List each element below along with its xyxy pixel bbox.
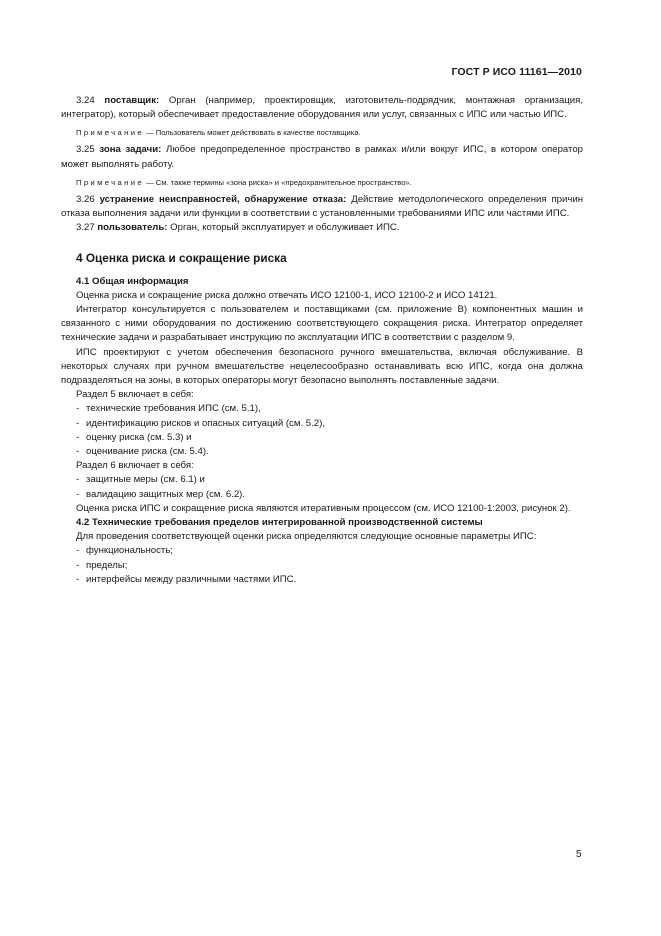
- definition-term: устранение неисправностей, обнаружение отказа:: [99, 193, 347, 205]
- page-number: 5: [576, 849, 582, 860]
- definition-3-27: [61, 221, 583, 235]
- list-intro: Раздел 6 включает в себя:: [76, 460, 194, 472]
- list-item: - защитные меры (см. 6.1) и: [76, 474, 205, 486]
- document-id: ГОСТ Р ИСО 11161—2010: [451, 66, 582, 78]
- paragraph: Оценка риска и сокращение риска должно отвечать ИСО 12100-1, ИСО 12100-2 и ИСО 14121.: [76, 289, 498, 301]
- note-text: — Пользователь может действовать в качестве поставщика.: [146, 128, 361, 138]
- subsection-heading-4-2: 4.2 Технические требования пределов интегрированной производственной системы: [76, 517, 483, 529]
- note: [61, 177, 583, 189]
- list-item: - валидацию защитных мер (см. 6.2).: [76, 488, 246, 500]
- note-text: — См. также термины «зона риска» и «предохранительное пространство».: [146, 177, 412, 187]
- note-label: Примечание: [76, 177, 144, 187]
- definition-text: Действие методологического определения причин отказа выполнения задачи или функции в соответствии с установленными требованиями ИПС или частями ИПС.: [61, 193, 583, 220]
- section-heading-4: 4 Оценка риска и сокращение риска: [76, 251, 287, 266]
- definition-term: пользователь:: [97, 222, 168, 234]
- paragraph: ИПС проектируют с учетом обеспечения безопасного ручного вмешательства, включая обслуживание. В некоторых случаях при ручном вмешательстве нецелесообразно останавливать всю ИПС, когда она должна подразделяться на зоны, в которых операторы могут безопасно выполнять поставленные задачи.: [61, 346, 583, 387]
- list-item: - пределы;: [76, 559, 128, 571]
- definition-number: 3.26: [76, 193, 95, 205]
- definition-3-25: [61, 143, 583, 171]
- definition-number: 3.27: [76, 222, 95, 234]
- page-content: [61, 94, 583, 587]
- list-item: - технические требования ИПС (см. 5.1),: [76, 403, 261, 415]
- subsection-heading-4-1: 4.1 Общая информация: [76, 275, 189, 287]
- definition-text: Любое предопределенное пространство в рамках и/или вокруг ИПС, в котором оператор может выполнять работу.: [61, 144, 583, 170]
- definition-number: 3.25: [76, 144, 95, 156]
- list-item: - оценивание риска (см. 5.4).: [76, 446, 209, 458]
- definition-term: поставщик:: [104, 95, 160, 106]
- note-label: Примечание: [76, 128, 144, 138]
- list-item: - интерфейсы между различными частями ИПС.: [76, 573, 297, 585]
- definition-number: 3.24: [76, 95, 95, 106]
- list-item: - функциональность;: [76, 545, 173, 557]
- definition-3-24: [61, 94, 583, 122]
- paragraph: Для проведения соответствующей оценки риска определяются следующие основные параметры ИПС:: [76, 531, 537, 543]
- definition-text: Орган (например, проектировщик, изготовитель-подрядчик, монтажная организация, интегратор), который обеспечивает предоставление оборудования или услуг, связанных с ИПС или частью ИПС.: [61, 95, 583, 121]
- list-item: - идентификацию рисков и опасных ситуаций (см. 5.2),: [76, 417, 325, 429]
- note: [61, 127, 583, 139]
- definition-term: зона задачи:: [99, 144, 162, 156]
- list-intro: Раздел 5 включает в себя:: [76, 389, 194, 401]
- definition-3-26: [61, 193, 583, 221]
- list-item: - оценку риска (см. 5.3) и: [76, 431, 192, 443]
- definition-text: Орган, который эксплуатирует и обслуживает ИПС.: [170, 222, 400, 234]
- paragraph: Оценка риска ИПС и сокращение риска являются итеративным процессом (см. ИСО 12100-1:2003, рисунок 2).: [76, 502, 571, 514]
- paragraph: Интегратор консультируется с пользователем и поставщиками (см. приложение В) компонентных машин и связанного с ними оборудования по достижению соответствующего сокращения риска. Интегратор определяет технические задачи и разрабатывает инструкцию по эксплуатации ИПС в соответствии с разделом 9.: [61, 304, 583, 344]
